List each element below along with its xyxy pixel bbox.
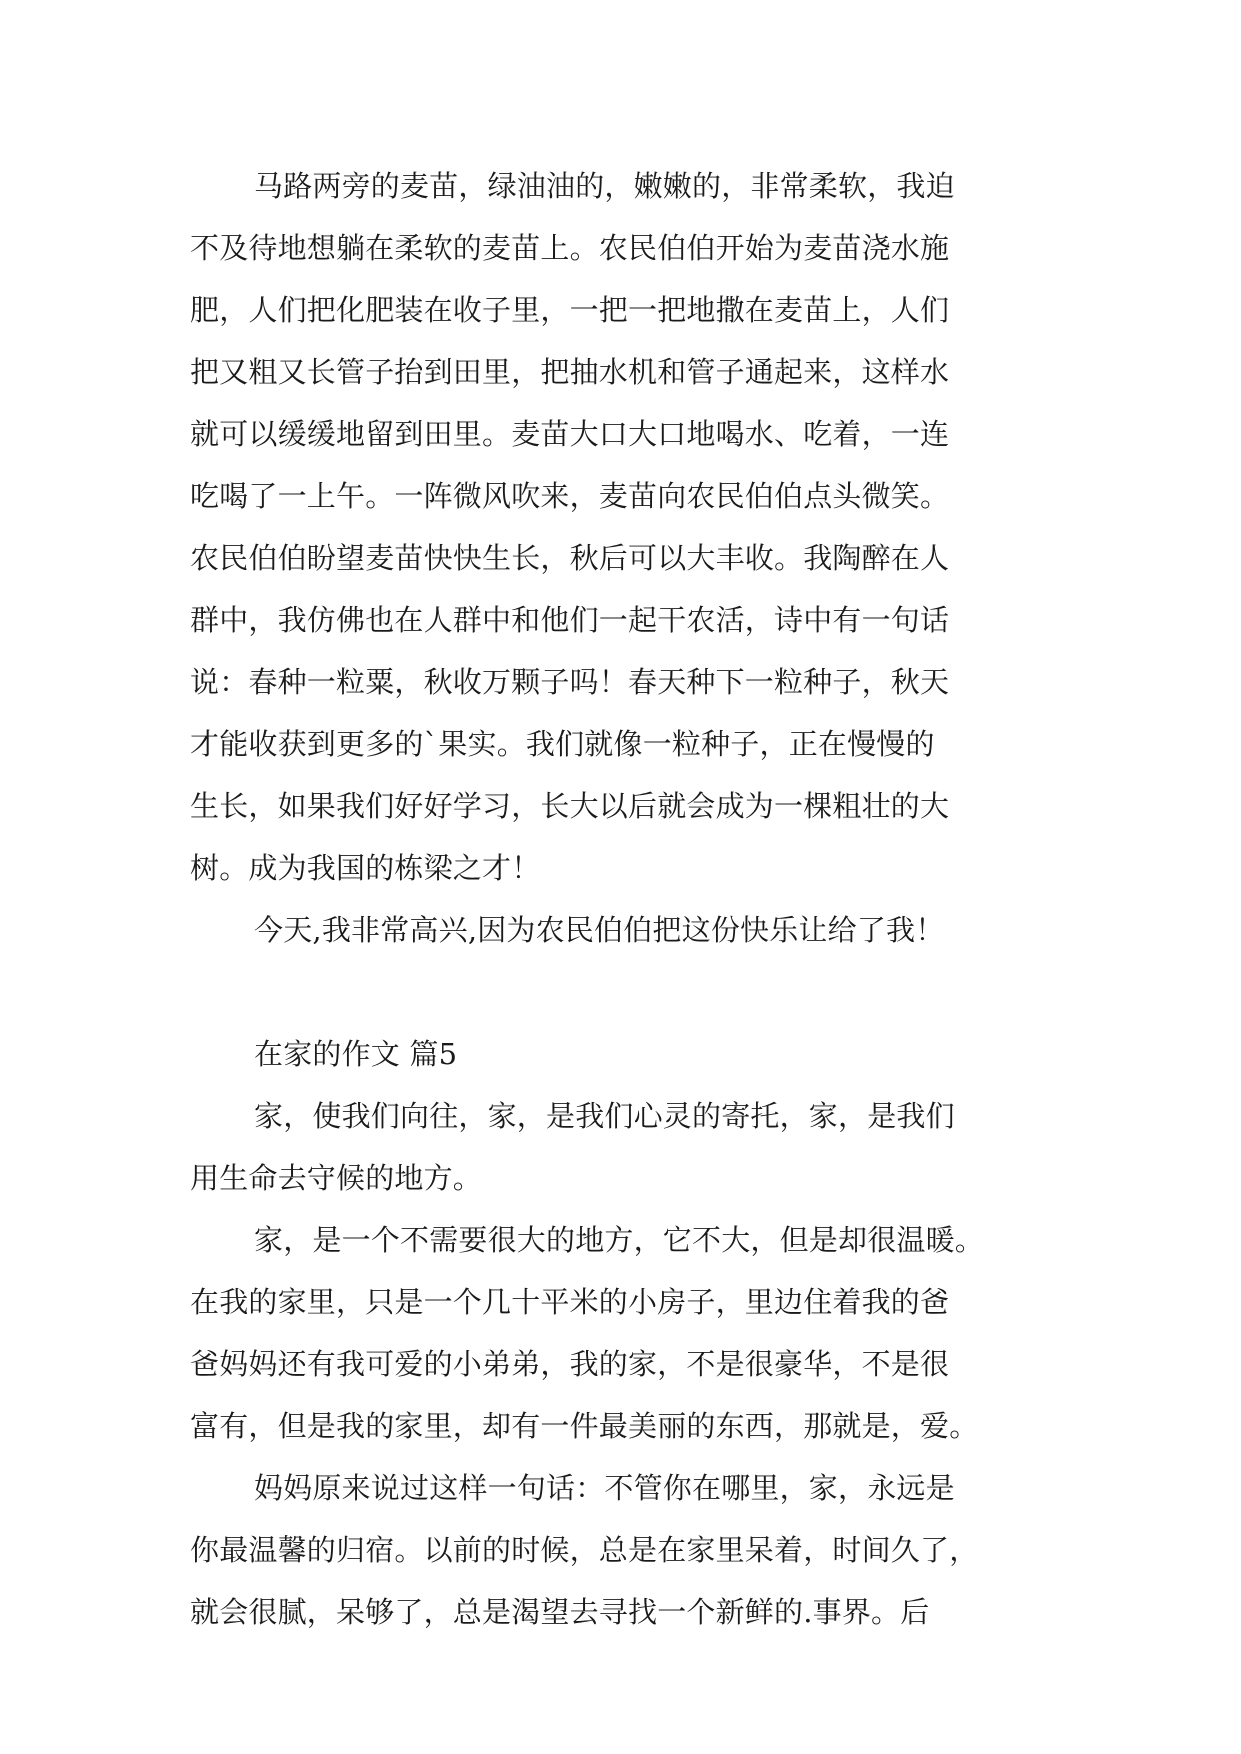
text-line: 今天,我非常高兴,因为农民伯伯把这份快乐让给了我！ <box>254 913 945 947</box>
text-line: 就可以缓缓地留到田里。麦苗大口大口地喝水、吃着，一连 <box>190 417 950 451</box>
text-line: 用生命去守候的地方。 <box>190 1161 483 1195</box>
text-line: 家，使我们向往，家，是我们心灵的寄托，家，是我们 <box>254 1099 955 1133</box>
text-line: 马路两旁的麦苗，绿油油的，嫩嫩的，非常柔软，我迫 <box>254 169 955 203</box>
text-line: 树。成为我国的栋梁之才！ <box>190 851 541 885</box>
text-line: 肥，人们把化肥装在收子里，一把一把地撒在麦苗上，人们 <box>190 293 950 327</box>
text-line: 就会很腻，呆够了，总是渴望去寻找一个新鲜的.事界。后 <box>190 1595 930 1629</box>
text-line: 说：春种一粒粟，秋收万颗子吗！春天种下一粒种子，秋天 <box>190 665 950 699</box>
text-line: 在我的家里，只是一个几十平米的小房子，里边住着我的爸 <box>190 1285 950 1319</box>
text-line: 妈妈原来说过这样一句话：不管你在哪里，家，永远是 <box>254 1471 955 1505</box>
text-line: 群中，我仿佛也在人群中和他们一起干农活，诗中有一句话 <box>190 603 950 637</box>
text-line: 农民伯伯盼望麦苗快快生长，秋后可以大丰收。我陶醉在人 <box>190 541 950 575</box>
text-line: 生长，如果我们好好学习，长大以后就会成为一棵粗壮的大 <box>190 789 950 823</box>
section-heading: 在家的作文 篇5 <box>254 1037 458 1071</box>
text-line: 家，是一个不需要很大的地方，它不大，但是却很温暖。 <box>254 1223 985 1257</box>
text-line: 把又粗又长管子抬到田里，把抽水机和管子通起来，这样水 <box>190 355 950 389</box>
text-line: 爸妈妈还有我可爱的小弟弟，我的家，不是很豪华，不是很 <box>190 1347 950 1381</box>
text-line: 富有，但是我的家里，却有一件最美丽的东西，那就是，爱。 <box>190 1409 979 1443</box>
text-line: 你最温馨的归宿。以前的时候，总是在家里呆着，时间久了， <box>190 1533 979 1567</box>
text-line: 吃喝了一上午。一阵微风吹来，麦苗向农民伯伯点头微笑。 <box>190 479 950 513</box>
text-line: 不及待地想躺在柔软的麦苗上。农民伯伯开始为麦苗浇水施 <box>190 231 950 265</box>
text-line: 才能收获到更多的`果实。我们就像一粒种子，正在慢慢的 <box>190 727 935 761</box>
